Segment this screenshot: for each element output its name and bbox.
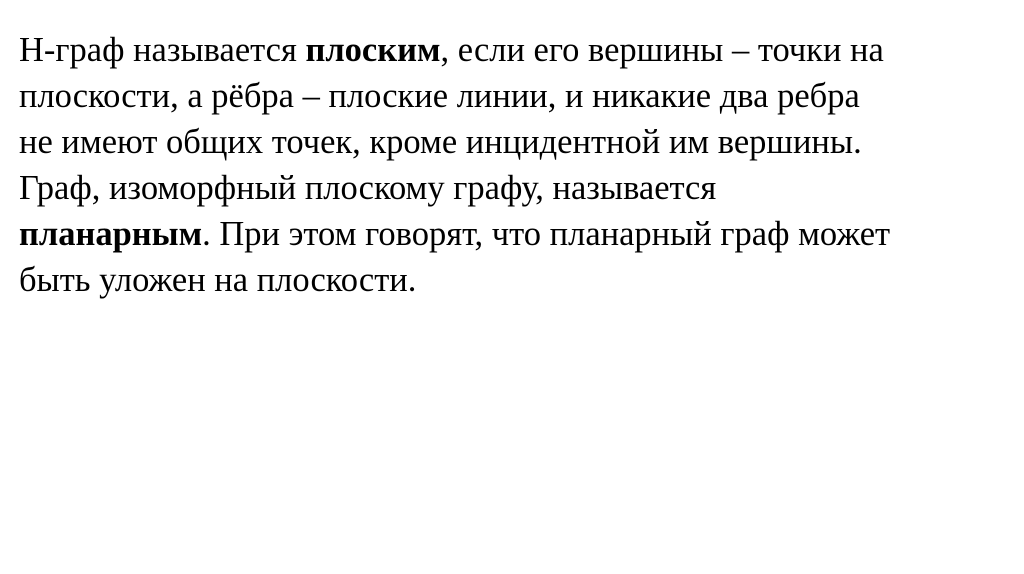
text-segment: не имеют общих точек, кроме инцидентной им вершины.	[19, 123, 862, 161]
text-segment: быть уложен на плоскости.	[19, 261, 417, 299]
text-line-2	[19, 73, 1009, 119]
definition-paragraph	[19, 27, 1009, 303]
text-segment: , если его вершины – точки на	[440, 31, 884, 69]
term-planar-graph: планарным	[19, 215, 203, 253]
text-segment: плоскости, а рёбра – плоские линии, и никакие два ребра	[19, 77, 860, 115]
term-flat-graph: плоским	[305, 31, 441, 69]
text-line-3	[19, 119, 1009, 165]
text-segment: Н-граф называется	[19, 31, 306, 69]
text-line-1	[19, 27, 1009, 73]
text-line-5	[19, 211, 1009, 257]
text-segment: . При этом говорят, что планарный граф может	[202, 215, 891, 253]
text-line-4	[19, 165, 1009, 211]
text-segment: Граф, изоморфный плоскому графу, называется	[19, 169, 717, 207]
text-line-6	[19, 257, 1009, 303]
